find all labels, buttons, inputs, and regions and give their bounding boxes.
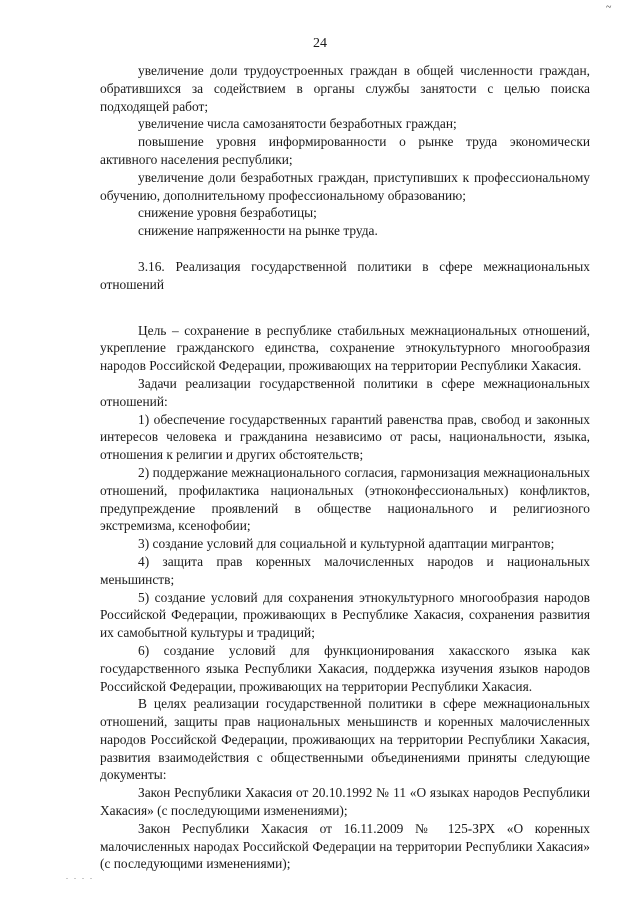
task-item: 3) создание условий для социальной и культурной адаптации мигрантов; [138,536,555,552]
list-item: увеличение числа самозанятости безработных граждан; [138,116,457,132]
list-item: повышение уровня информированности о рынке труда экономически активного населения республики; [100,134,590,167]
task-item: 5) создание условий для сохранения этнокультурного многообразия народов Российской Федерации, проживающих в Республике Хакасия, сохранения развития их самобытной культуры и традиций; [100,589,590,641]
task-item: 4) защита прав коренных малочисленных народов и национальных меньшинств; [100,553,590,587]
list-item: снижение уровня безработицы; [138,205,317,221]
paragraph-tasks-intro: Задачи реализации государственной политики в сфере межнациональных отношений: [100,375,590,409]
task-item: 2) поддержание межнационального согласия, гармонизация межнациональных отношений, профилактика национальных (этноконфессиональных) конфликтов, предупреждение проявлений в обществе национального и религиозного экстремизма, ксенофобии; [100,464,590,534]
task-item: 6) создание условий для функционирования хакасского языка как государственного языка Республики Хакасия, поддержка изучения языков народов Российской Федерации, проживающих на территории Республики Хакасия. [100,642,590,694]
paragraph-goal: Цель – сохранение в республике стабильных межнациональных отношений, укрепление гражданского единства, сохранение этнокультурного многообразия народов Российской Федерации, проживающих на территории Республики Хакасия. [100,322,590,374]
law-item: Закон Республики Хакасия от 16.11.2009 № 125-ЗРХ «О коренных малочисленных народах Российской Федерации на территории Республики Хакасия» (с последующими изменениями); [100,820,590,872]
document-body [100,62,590,873]
section-heading: 3.16. Реализация государственной политики в сфере межнациональных отношений [100,258,590,292]
list-item: увеличение доли трудоустроенных граждан в общей численности граждан, обратившихся за содействием в органы службы занятости с целью поиска подходящей работ; [100,63,590,114]
list-item: увеличение доли безработных граждан, приступивших к профессиональному обучению, дополнительному профессиональному образованию; [100,169,590,203]
law-item: Закон Республики Хакасия от 20.10.1992 № 11 «О языках народов Республики Хакасия» (с последующими изменениями); [100,785,590,819]
page-number: 24 [313,36,327,51]
corner-mark: ~ [606,2,612,13]
list-item: снижение напряженности на рынке труда. [138,223,378,239]
scan-mark: . . . . [66,872,94,881]
task-item: 1) обеспечение государственных гарантий равенства прав, свобод и законных интересов человека и гражданина независимо от расы, национальности, языка, отношения к религии и других обстоятельств; [100,411,590,463]
paragraph-documents-intro: В целях реализации государственной политики в сфере межнациональных отношений, защиты прав национальных меньшинств и коренных малочисленных народов Российской Федерации, проживающих на территории Республики Хакасия, развития взаимодействия с общественными объединениями приняты следующие документы: [100,696,590,783]
